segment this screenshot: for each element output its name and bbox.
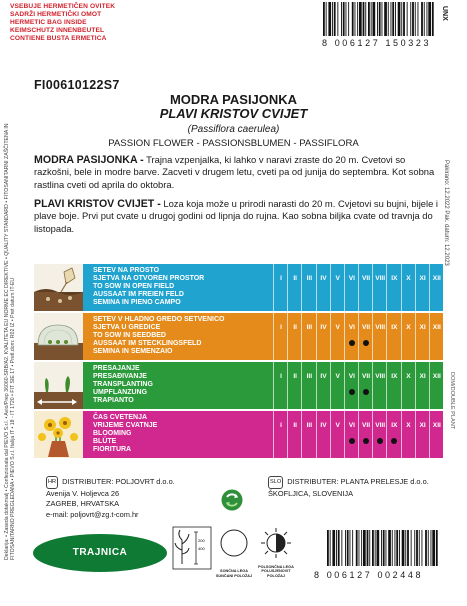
soil-sowing-illustration bbox=[34, 264, 83, 311]
alternate-names: PASSION FLOWER - PASSIONSBLUMEN - PASSIFLORA bbox=[108, 138, 359, 149]
calendar-month-label: VI bbox=[348, 422, 355, 429]
calendar-month-cell bbox=[372, 313, 386, 360]
calendar-month-label: VIII bbox=[375, 275, 386, 282]
picto-caption: POLSONČNA LEGA POLUSJENOVIT POLOŽAJ bbox=[258, 564, 294, 578]
calendar-month-cell bbox=[273, 362, 287, 409]
calendar-month-label: III bbox=[306, 422, 313, 429]
calendar-row-sowing-open-field bbox=[34, 264, 443, 311]
calendar-month-label: VI bbox=[348, 275, 355, 282]
calendar-month-label: VIII bbox=[375, 422, 386, 429]
calendar-month-cell bbox=[415, 362, 429, 409]
calendar-label: TRANSPLANTING bbox=[93, 381, 153, 389]
calendar-month-label: V bbox=[335, 373, 340, 380]
calendar-label: PRESAJANJE bbox=[93, 365, 140, 372]
calendar-label: SJETVA NA OTVOREN PROSTOR bbox=[93, 275, 205, 283]
calendar-month-cell bbox=[415, 264, 429, 311]
distributor-line: e-mail: poljovrt@zg.t-com.hr bbox=[46, 509, 139, 519]
calendar-month-cell bbox=[273, 264, 287, 311]
calendar-month-label: IV bbox=[320, 422, 327, 429]
calendar-month-cell bbox=[330, 411, 344, 458]
calendar-label: SEMINA IN PIENO CAMPO bbox=[93, 299, 181, 307]
unx-code: UNX bbox=[441, 6, 448, 21]
calendar-month-cell bbox=[287, 411, 301, 458]
calendar-month-cell bbox=[330, 362, 344, 409]
calendar-label: AUSSAAT IM FREIEN FELD bbox=[93, 291, 184, 299]
calendar-month-cell bbox=[344, 362, 358, 409]
calendar-month-label: VII bbox=[361, 373, 371, 380]
calendar-month-label: VII bbox=[361, 324, 371, 331]
calendar-month-label: III bbox=[306, 324, 313, 331]
calendar-month-label: IV bbox=[320, 275, 327, 282]
calendar-month-cell bbox=[330, 313, 344, 360]
seedbed-illustration bbox=[34, 313, 83, 360]
calendar-label: TRAPIANTO bbox=[93, 397, 134, 405]
calendar-month-cell bbox=[372, 264, 386, 311]
sun-picto bbox=[214, 526, 254, 578]
calendar-month-cell bbox=[386, 362, 400, 409]
calendar-month-cell bbox=[273, 313, 287, 360]
calendar-month-label: IV bbox=[320, 324, 327, 331]
calendar-month-label: XI bbox=[419, 275, 426, 282]
calendar-month-label: VI bbox=[348, 373, 355, 380]
description-text: Loza koja može u prirodi narasti do 20 m. Cvjetovi su bujni, bijele i plave boje. Prvi put cvate u drugoj godini od lipnja do rujna. Kao sobna biljka cvate od travnja do listopada. bbox=[34, 198, 438, 234]
warning-line: VSEBUJE HERMETIČEN OVITEK bbox=[10, 3, 116, 10]
calendar-month-label: XII bbox=[432, 373, 441, 380]
calendar-month-label: I bbox=[280, 275, 282, 282]
calendar-month-label: IV bbox=[320, 373, 327, 380]
calendar-month-cell bbox=[358, 411, 372, 458]
calendar-month-label: XI bbox=[419, 422, 426, 429]
calendar-month-cell bbox=[429, 411, 443, 458]
growing-pictograms bbox=[172, 526, 294, 578]
calendar-month-cell bbox=[401, 411, 415, 458]
calendar-month-cell bbox=[429, 362, 443, 409]
side-legal-text: Deklarija: • Zaseda dotakmalj • Confezionata dal PIEVO S.r.l. • Avio/Prep 36060-SRB/A2. KVALITETA EU NORME EC DIREKTIVE • QUALITY STANDARD • FITOSANITARNI ZAŠČITENA IN FITOSANITARNO PREGLEDANA • PIEVO S.r.l. Italija IT • 18 - IT 1720 • FIT SIE 17 • Pretl.dom: R02 IZ • Pret datum IT-EU bbox=[4, 123, 16, 560]
calendar-dot bbox=[391, 438, 397, 444]
half-sun-icon bbox=[256, 526, 296, 562]
calendar-month-label: VII bbox=[361, 422, 371, 429]
calendar-row-labels bbox=[83, 362, 273, 409]
calendar-label: UMPFLANZUNG bbox=[93, 389, 148, 397]
calendar-month-cell bbox=[301, 411, 315, 458]
calendar-row-sowing-seedbed bbox=[34, 313, 443, 360]
calendar-label: SETEV NA PROSTO bbox=[93, 267, 160, 274]
transplanting-illustration bbox=[34, 362, 83, 409]
distributor-slovenia bbox=[268, 476, 429, 499]
barcode-top bbox=[322, 2, 435, 36]
side-packing-text: Pakirano: 12.2022 Pak. datum: 12.2023 bbox=[443, 160, 449, 266]
calendar-month-label: XII bbox=[432, 324, 441, 331]
plant-height-icon bbox=[172, 526, 212, 570]
calendar-months bbox=[273, 264, 443, 311]
barcode-bottom-digits: 8 006127 002448 bbox=[314, 570, 424, 580]
height-label: 400 bbox=[198, 546, 205, 551]
calendar-month-cell bbox=[401, 264, 415, 311]
calendar-month-cell bbox=[401, 362, 415, 409]
side-reference: DOM/DOUBLE PLANT bbox=[449, 372, 455, 430]
calendar-month-cell bbox=[301, 362, 315, 409]
description-text: Trajna vzpenjalka, ki lahko v naravi zraste do 20 m. Cvetovi so razkošni, bele in modre barve. Zacveti v drugem letu, cveti pa od junija do septembra. Kot sobna rastlina cveti od aprila do oktobra. bbox=[34, 154, 435, 190]
warning-line: HERMETIC BAG INSIDE bbox=[10, 19, 87, 26]
calendar-month-label: II bbox=[293, 422, 297, 429]
green-dot-recycle-icon bbox=[221, 489, 243, 511]
calendar-month-label: X bbox=[406, 324, 411, 331]
height-label: 200 bbox=[198, 538, 205, 543]
calendar-month-label: XI bbox=[419, 324, 426, 331]
calendar-month-label: VI bbox=[348, 324, 355, 331]
article-code: FI00610122S7 bbox=[34, 78, 120, 92]
calendar-month-cell bbox=[358, 264, 372, 311]
calendar-label: SEMINA IN SEMENZAIO bbox=[93, 348, 173, 356]
calendar-month-label: IX bbox=[391, 324, 398, 331]
calendar-dot bbox=[349, 389, 355, 395]
calendar-label: ČAS CVETENJA bbox=[93, 414, 148, 421]
calendar-month-label: III bbox=[306, 275, 313, 282]
calendar-month-cell bbox=[429, 313, 443, 360]
calendar-row-labels bbox=[83, 264, 273, 311]
calendar-month-cell bbox=[330, 264, 344, 311]
calendar-label: TO SOW IN OPEN FIELD bbox=[93, 283, 175, 291]
description-lead: MODRA PASIJONKA - bbox=[34, 154, 144, 166]
sowing-calendar bbox=[34, 264, 443, 458]
distributor-croatia bbox=[46, 476, 175, 520]
calendar-dot bbox=[349, 340, 355, 346]
calendar-month-cell bbox=[301, 264, 315, 311]
calendar-month-label: I bbox=[280, 324, 282, 331]
calendar-month-label: X bbox=[406, 373, 411, 380]
calendar-month-label: XII bbox=[432, 422, 441, 429]
warning-line: KEIMSCHUTZ INNENBEUTEL bbox=[10, 27, 105, 34]
calendar-dot bbox=[363, 340, 369, 346]
calendar-month-cell bbox=[415, 313, 429, 360]
calendar-row-transplanting bbox=[34, 362, 443, 409]
calendar-label: FIORITURA bbox=[93, 446, 132, 454]
calendar-month-cell bbox=[415, 411, 429, 458]
calendar-label: AUSSAAT IM STECKLINGSFELD bbox=[93, 340, 202, 348]
calendar-month-cell bbox=[301, 313, 315, 360]
calendar-month-cell bbox=[287, 313, 301, 360]
calendar-month-label: I bbox=[280, 422, 282, 429]
calendar-month-label: VII bbox=[361, 275, 371, 282]
calendar-month-cell bbox=[344, 411, 358, 458]
calendar-month-cell bbox=[386, 313, 400, 360]
calendar-month-label: V bbox=[335, 324, 340, 331]
description-croatian bbox=[34, 198, 444, 235]
calendar-month-cell bbox=[316, 264, 330, 311]
product-title-croatian: PLAVI KRISTOV CVIJET bbox=[159, 106, 308, 121]
description-lead: PLAVI KRISTOV CVIJET - bbox=[34, 198, 161, 210]
calendar-row-labels bbox=[83, 313, 273, 360]
distributor-line: DISTRIBUTER: PLANTA PRELESJE d.o.o. bbox=[287, 477, 429, 486]
calendar-dot bbox=[363, 438, 369, 444]
calendar-dot bbox=[363, 389, 369, 395]
calendar-month-cell bbox=[344, 264, 358, 311]
calendar-month-label: XII bbox=[432, 275, 441, 282]
calendar-month-cell bbox=[316, 362, 330, 409]
calendar-month-label: II bbox=[293, 373, 297, 380]
calendar-label: BLÜTE bbox=[93, 438, 117, 446]
plant-height-picto bbox=[172, 526, 212, 578]
calendar-row-blooming bbox=[34, 411, 443, 458]
calendar-month-label: X bbox=[406, 275, 411, 282]
calendar-month-cell bbox=[372, 411, 386, 458]
sun-icon bbox=[214, 526, 254, 562]
description-slovenian bbox=[34, 154, 444, 191]
warning-line: SADRŽI HERMETIČKI OMOT bbox=[10, 11, 102, 18]
barcode-bottom bbox=[326, 530, 439, 566]
calendar-months bbox=[273, 313, 443, 360]
calendar-month-cell bbox=[287, 264, 301, 311]
calendar-months bbox=[273, 362, 443, 409]
blooming-illustration bbox=[34, 411, 83, 458]
calendar-label: PRESAĐIVANJE bbox=[93, 373, 147, 381]
calendar-month-cell bbox=[316, 411, 330, 458]
country-badge: SLO bbox=[268, 476, 283, 489]
calendar-month-cell bbox=[358, 362, 372, 409]
calendar-month-label: II bbox=[293, 275, 297, 282]
calendar-label: VRIJEME CVATNJE bbox=[93, 422, 158, 430]
calendar-month-cell bbox=[401, 313, 415, 360]
calendar-month-label: VIII bbox=[375, 373, 386, 380]
calendar-label: SJETVA U GREDICE bbox=[93, 324, 161, 332]
calendar-month-cell bbox=[372, 362, 386, 409]
calendar-months bbox=[273, 411, 443, 458]
calendar-month-label: VIII bbox=[375, 324, 386, 331]
calendar-label: TO SOW IN SEEDBED bbox=[93, 332, 166, 340]
calendar-month-cell bbox=[316, 313, 330, 360]
calendar-month-label: V bbox=[335, 422, 340, 429]
perennial-badge: TRAJNICA bbox=[33, 534, 167, 572]
latin-name: (Passiflora caerulea) bbox=[187, 124, 280, 135]
half-sun-picto bbox=[256, 526, 296, 578]
calendar-dot bbox=[349, 438, 355, 444]
barcode-top-digits: 8 006127 150323 bbox=[322, 38, 432, 48]
calendar-month-label: V bbox=[335, 275, 340, 282]
calendar-month-cell bbox=[429, 264, 443, 311]
calendar-month-label: II bbox=[293, 324, 297, 331]
calendar-month-label: XI bbox=[419, 373, 426, 380]
calendar-month-cell bbox=[386, 411, 400, 458]
distributor-line: DISTRIBUTER: POLJOVRT d.o.o. bbox=[62, 477, 175, 486]
distributor-line: ZAGREB, HRVATSKA bbox=[46, 499, 120, 508]
warning-line: CONTIENE BUSTA ERMETICA bbox=[10, 35, 107, 42]
calendar-month-cell bbox=[344, 313, 358, 360]
product-title: MODRA PASIJONKA bbox=[169, 92, 298, 107]
calendar-month-label: III bbox=[306, 373, 313, 380]
calendar-month-label: IX bbox=[391, 373, 398, 380]
calendar-month-label: IX bbox=[391, 422, 398, 429]
calendar-month-label: IX bbox=[391, 275, 398, 282]
calendar-month-cell bbox=[287, 362, 301, 409]
calendar-month-cell bbox=[273, 411, 287, 458]
calendar-month-label: I bbox=[280, 373, 282, 380]
distributor-line: ŠKOFLJICA, SLOVENIJA bbox=[268, 488, 354, 498]
calendar-month-cell bbox=[358, 313, 372, 360]
distributor-line: Avenija V. Holjevca 26 bbox=[46, 488, 120, 498]
calendar-dot bbox=[377, 438, 383, 444]
calendar-label: SETEV V HLADNO GREDO SETVENICO bbox=[93, 316, 225, 323]
calendar-month-label: X bbox=[406, 422, 411, 429]
calendar-month-cell bbox=[386, 264, 400, 311]
picto-caption: SONČNA LEGA SUNČANI POLOŽAJ bbox=[215, 569, 253, 578]
calendar-label: BLOOMING bbox=[93, 430, 132, 438]
calendar-row-labels bbox=[83, 411, 273, 458]
country-badge: HR bbox=[46, 476, 58, 489]
